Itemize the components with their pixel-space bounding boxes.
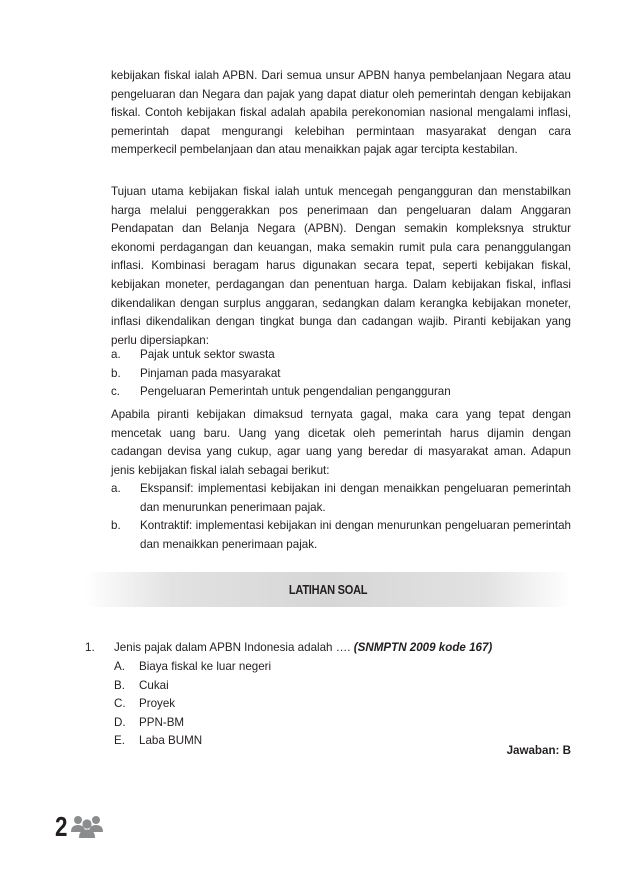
option-text: Biaya fiskal ke luar negeri — [139, 660, 272, 673]
list-item-text: Ekspansif: implementasi kebijakan ini dengan menaikkan pengeluaran pemerintah dan menurunkan penerimaan pajak. — [140, 482, 571, 514]
people-group-icon — [70, 814, 104, 838]
option-item — [114, 658, 271, 677]
option-text: PPN-BM — [139, 715, 185, 729]
list-marker: b. — [111, 519, 121, 533]
answer-key: Jawaban: B — [506, 744, 571, 757]
option-letter: E. — [114, 734, 125, 748]
paragraph-fiscal-policy-intro: kebijakan fiskal ialah APBN. Dari semua unsur APBN hanya pembelanjaan Negara atau pengeluaran dan Negara dan pajak yang dapat diatur oleh pemerintah dengan kebijakan fiskal. Contoh kebijakan fiskal adalah apabila perekonomian nasional mengalami inflasi, pemerintah dapat mengurangi kelebihan permintaan masyarakat dengan cara memperkecil pembelanjaan dan atau menaikkan pajak agar tercipta kestabilan. — [111, 69, 571, 157]
section-title: LATIHAN SOAL — [288, 582, 368, 597]
list-item-text: Pajak untuk sektor swasta — [140, 348, 275, 361]
option-item — [114, 695, 271, 714]
fiscal-policy-types-list — [111, 480, 571, 554]
option-item — [114, 714, 271, 733]
list-marker: a. — [111, 482, 121, 495]
question-text — [114, 639, 492, 658]
list-item — [111, 346, 571, 365]
question-source: (SNMPTN 2009 kode 167) — [353, 641, 493, 654]
paragraph-fiscal-policy-goal: Tujuan utama kebijakan fiskal ialah untuk mencegah pengangguran dan menstabilkan harga melalui penggerakkan pos penerimaan dan pengeluaran dalam Anggaran Pendapatan dan Belanja Negara (APBN). Dengan semakin kompleksnya struktur ekonomi perdagangan dan keuangan, maka semakin rumit pula cara penanggulangan inflasi. Kombinasi beragam harus digunakan secara tepat, seperti kebijakan fiskal, kebijakan moneter, perdagangan dan penentuan harga. Dalam kebijakan fiskal, inflasi dikendalikan dengan surplus anggaran, sedangkan dalam kerangka kebijakan moneter, inflasi dikendalikan dengan tingkat bunga dan cadangan wajib. Piranti kebijakan yang perlu dipersiapkan: — [111, 185, 571, 347]
paragraph-fiscal-policy-types: Apabila piranti kebijakan dimaksud ternyata gagal, maka cara yang tepat dengan mencetak uang baru. Uang yang dicetak oleh pemerintah harus dijamin dengan cadangan devisa yang cukup, agar uang yang beredar di masyarakat aman. Adapun jenis kebijakan fiskal ialah sebagai berikut: — [111, 408, 571, 477]
option-text: Laba BUMN — [139, 734, 203, 748]
option-letter: C. — [114, 697, 126, 711]
list-item — [111, 365, 571, 384]
option-text: Cukai — [139, 678, 169, 692]
section-banner — [85, 572, 571, 607]
option-letter: A. — [114, 660, 125, 673]
page-number: 2 — [55, 811, 68, 842]
option-letter: B. — [114, 678, 125, 692]
answer-options — [114, 658, 271, 751]
list-marker: c. — [111, 385, 121, 399]
policy-instruments-list — [111, 346, 571, 402]
list-marker: a. — [111, 348, 121, 361]
question-stem: Jenis pajak dalam APBN Indonesia adalah …. — [114, 641, 354, 654]
question-number: 1. — [85, 641, 95, 654]
option-item — [114, 732, 271, 751]
list-item-text: Pinjaman pada masyarakat — [140, 366, 281, 380]
list-item — [111, 517, 571, 554]
option-item — [114, 677, 271, 696]
option-text: Proyek — [139, 697, 176, 711]
list-item — [111, 480, 571, 517]
option-letter: D. — [114, 715, 126, 729]
list-marker: b. — [111, 366, 121, 380]
list-item — [111, 383, 571, 402]
list-item-text: Kontraktif: implementasi kebijakan ini dengan menurunkan pengeluaran pemerintah dan menaikkan penerimaan pajak. — [140, 519, 571, 551]
list-item-text: Pengeluaran Pemerintah untuk pengendalian pengangguran — [140, 385, 451, 399]
